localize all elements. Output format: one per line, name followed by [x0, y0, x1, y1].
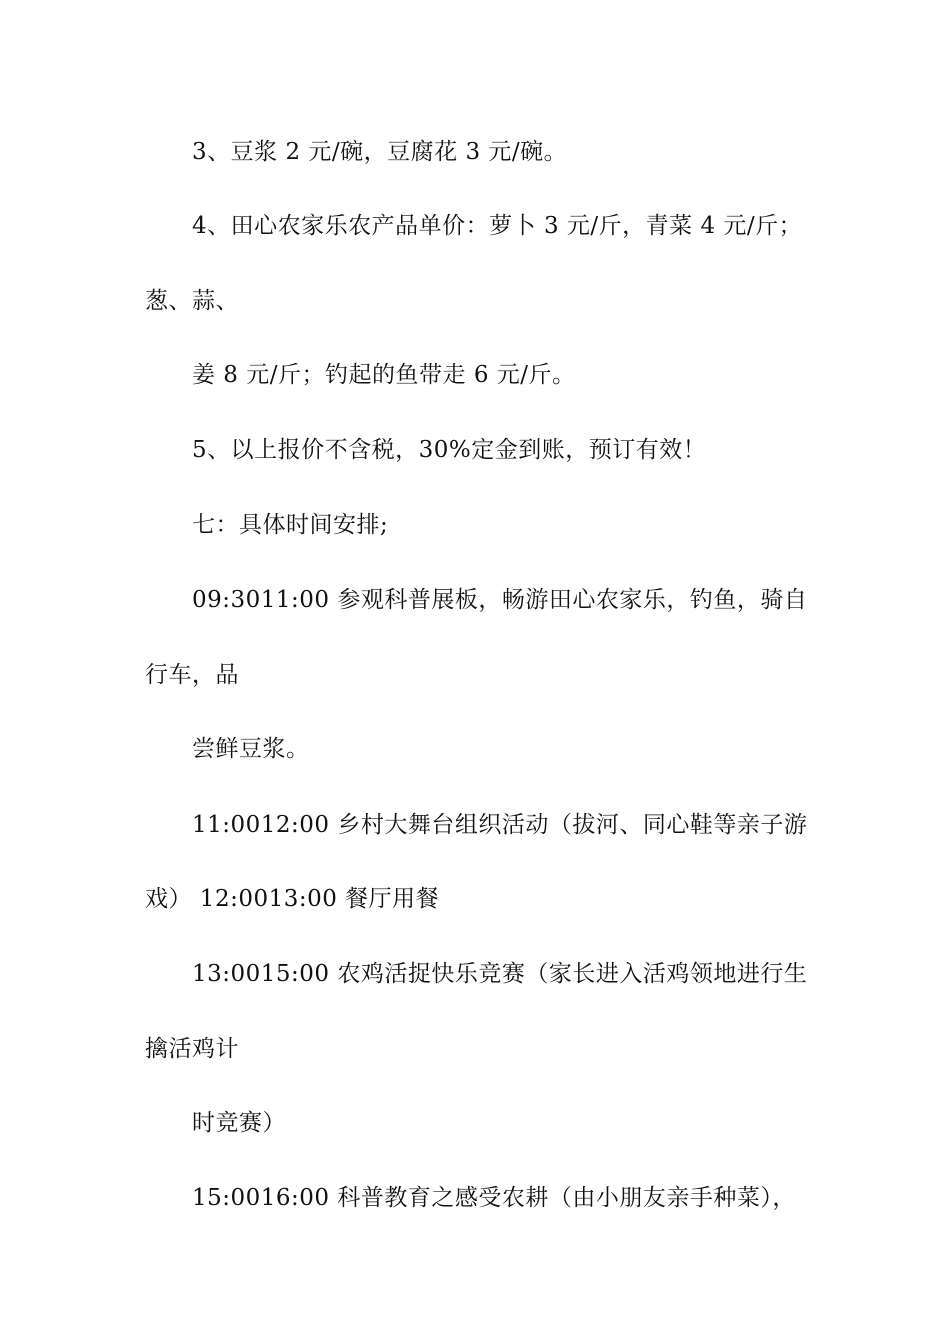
- schedule-item-1300: 13:0015:00 农鸡活捉快乐竞赛（家长进入活鸡领地进行生: [192, 961, 808, 987]
- schedule-item-1100-continued: 戏） 12:0013:00 餐厅用餐: [145, 886, 440, 912]
- schedule-item-0930: 09:3011:00 参观科普展板，畅游田心农家乐，钓鱼，骑自: [192, 587, 808, 613]
- schedule-item-1300-continued: 擒活鸡计: [145, 1036, 239, 1062]
- schedule-item-1300-continued-2: 时竞赛）: [192, 1110, 286, 1136]
- schedule-item-0930-continued: 行车，品: [145, 662, 239, 688]
- price-item-3: 3、豆浆 2 元/碗，豆腐花 3 元/碗。: [192, 139, 568, 165]
- schedule-item-1100: 11:0012:00 乡村大舞台组织活动（拔河、同心鞋等亲子游: [192, 812, 808, 838]
- section-heading-schedule: 七：具体时间安排;: [192, 512, 389, 538]
- schedule-item-0930-continued-2: 尝鲜豆浆。: [192, 736, 310, 762]
- price-item-5: 5、以上报价不含税，30%定金到账，预订有效！: [192, 437, 707, 463]
- price-item-4-continued: 葱、蒜、: [145, 288, 239, 314]
- schedule-item-1500: 15:0016:00 科普教育之感受农耕（由小朋友亲手种菜），: [192, 1185, 796, 1211]
- price-item-4: 4、田心农家乐农产品单价：萝卜 3 元/斤，青菜 4 元/斤；: [192, 213, 803, 239]
- price-item-4-continued-2: 姜 8 元/斤；钓起的鱼带走 6 元/斤。: [192, 362, 576, 388]
